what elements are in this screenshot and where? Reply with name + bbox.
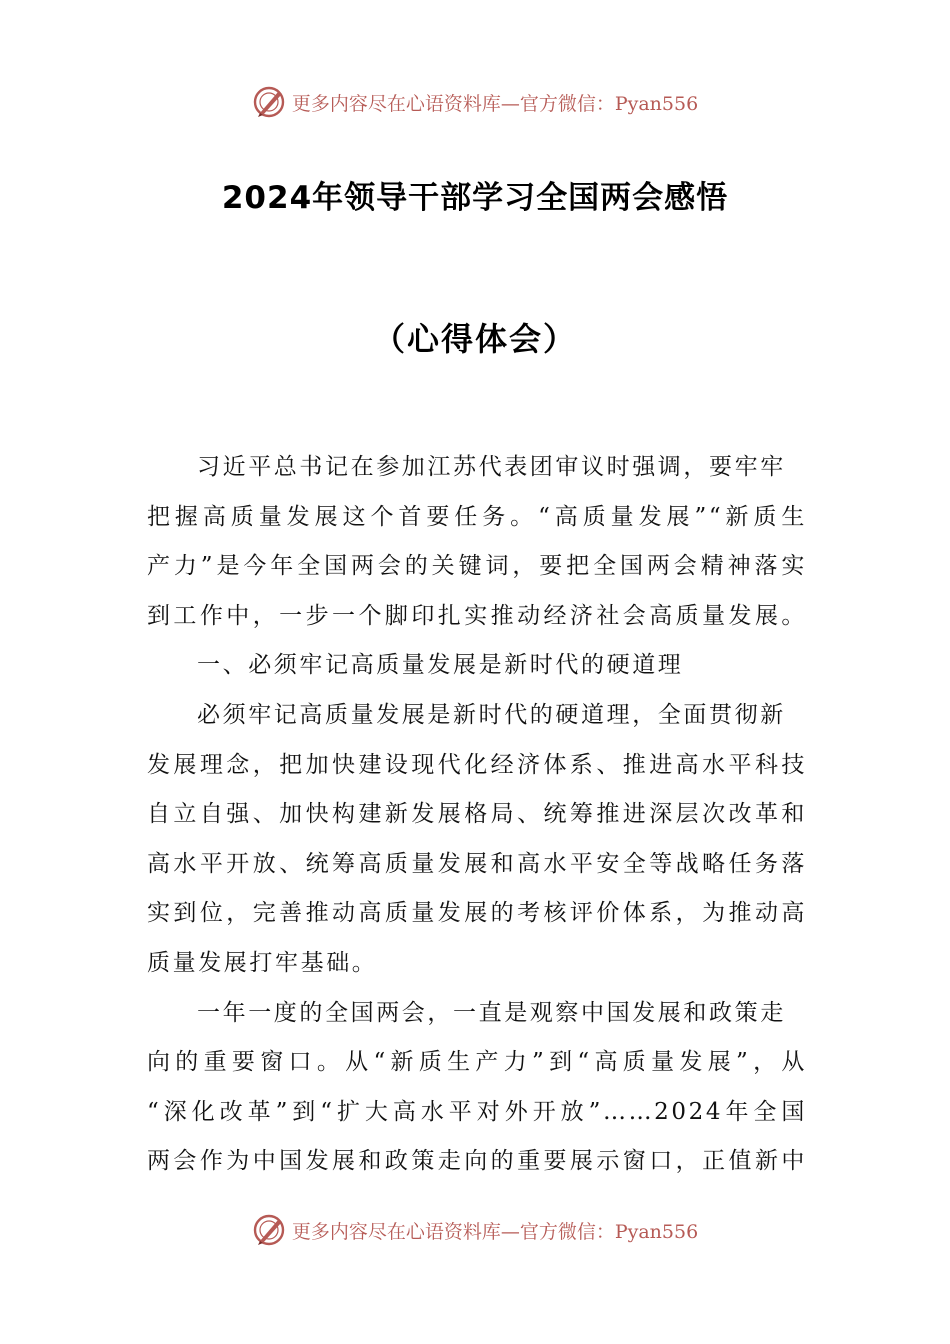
body-line: 一年一度的全国两会，一直是观察中国发展和政策走 [197,999,786,1026]
body-line: 质量发展打牢基础。 [147,949,378,976]
document-title: 2024年领导干部学习全国两会感悟 [221,180,729,216]
pen-circle-logo-icon [252,85,286,119]
watermark-text: 更多内容尽在心语资料库—官方微信：Pyan556 [291,92,699,115]
body-line: 两会作为中国发展和政策走向的重要展示窗口，正值新中 [147,1148,807,1175]
body-line: 发展理念，把加快建设现代化经济体系、推进高水平科技 [147,751,807,778]
header-watermark-banner [0,82,950,122]
body-line: 产力”是今年全国两会的关键词，要把全国两会精神落实 [147,553,807,580]
document-body [147,443,807,1187]
document-subtitle: （心得体会） [372,320,577,358]
body-line: “深化改革”到“扩大高水平对外开放”……2024年全国 [147,1098,807,1125]
body-line: 习近平总书记在参加江苏代表团审议时强调，要牢牢 [197,454,786,480]
body-line: 自立自强、加快构建新发展格局、统筹推进深层次改革和 [147,801,807,828]
body-line: 把握高质量发展这个首要任务。“高质量发展”“新质生 [147,503,807,530]
footer-watermark-banner [0,1210,950,1250]
body-line: 必须牢记高质量发展是新时代的硬道理，全面贯彻新 [197,701,786,728]
body-line: 到工作中，一步一个脚印扎实推动经济社会高质量发展。 [147,602,807,629]
pen-circle-logo-icon [252,1213,286,1247]
watermark-text: 更多内容尽在心语资料库—官方微信：Pyan556 [291,1220,699,1243]
body-line: 高水平开放、统筹高质量发展和高水平安全等战略任务落 [147,850,807,877]
section-heading: 一、必须牢记高质量发展是新时代的硬道理 [197,652,684,679]
body-line: 实到位，完善推动高质量发展的考核评价体系，为推动高 [147,900,807,927]
body-line: 向的重要窗口。从“新质生产力”到“高质量发展”，从 [147,1049,807,1076]
